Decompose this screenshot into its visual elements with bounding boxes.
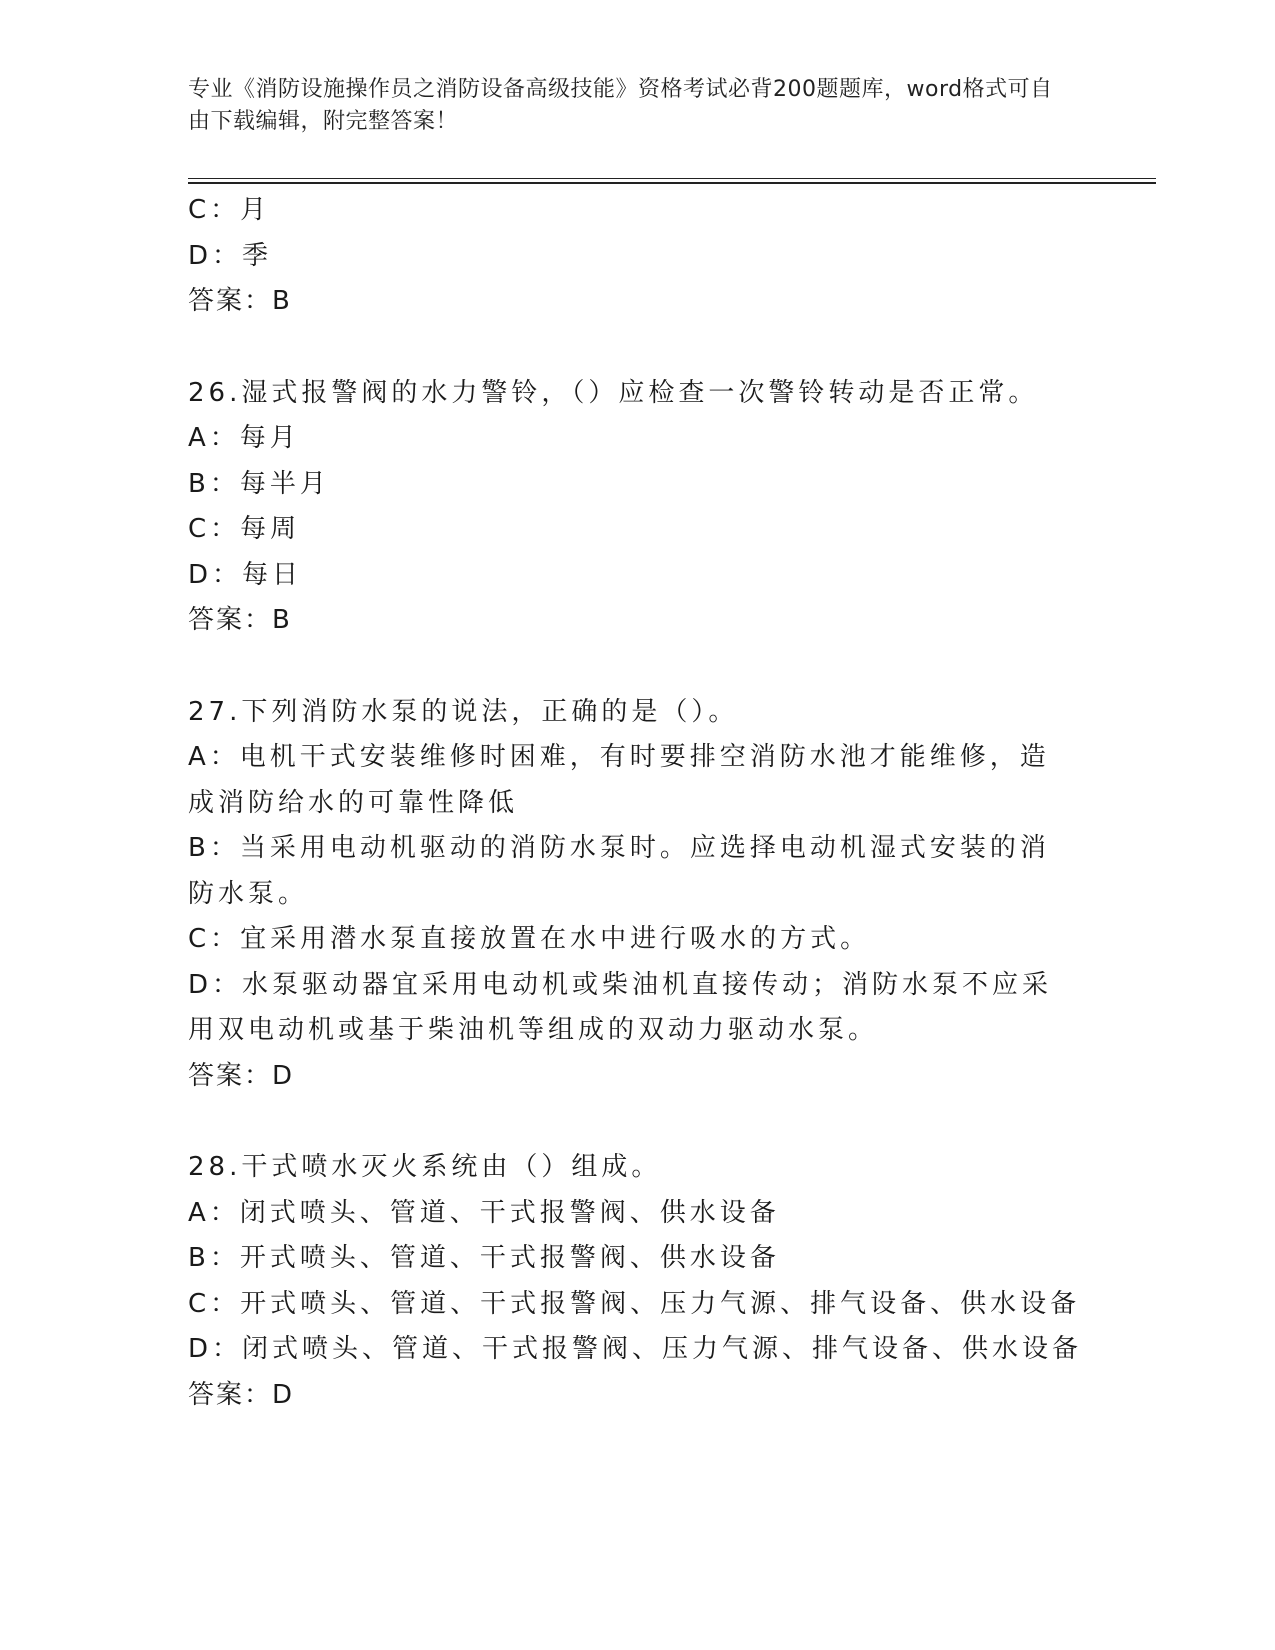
option-a: A：每月	[188, 423, 300, 453]
header-rule-thick	[188, 182, 1156, 184]
option-a: A：闭式喷头、管道、干式报警阀、供水设备	[188, 1197, 780, 1228]
question-stem: 28.干式喷水灭火系统由（）组成。	[188, 1152, 662, 1182]
option-c: C：每周	[188, 514, 301, 544]
page-header: 专业《消防设施操作员之消防设备高级技能》资格考试必背200题题库，word格式可自由下载编辑，附完整答案！	[188, 77, 1053, 134]
header-rule-thin	[188, 178, 1156, 179]
option-d: D：季	[188, 240, 273, 271]
question-content	[188, 188, 1083, 1418]
option-d: D：闭式喷头、管道、干式报警阀、压力气源、排气设备、供水设备	[188, 1334, 1083, 1364]
option-b: B：当采用电动机驱动的消防水泵时。应选择电动机湿式安装的消防水泵。	[188, 833, 1050, 909]
answer-line: 答案：B	[188, 605, 292, 635]
spacer	[188, 1099, 1068, 1145]
question-28	[188, 1145, 1083, 1418]
option-c: C：宜采用潜水泵直接放置在水中进行吸水的方式。	[188, 924, 871, 954]
answer-line: 答案：D	[188, 1379, 295, 1410]
option-c: C：月	[188, 195, 271, 225]
option-b: B：开式喷头、管道、干式报警阀、供水设备	[188, 1243, 780, 1273]
question-stem: 27.下列消防水泵的说法，正确的是（）。	[188, 696, 739, 727]
spacer	[188, 325, 1068, 371]
spacer	[188, 644, 1068, 690]
question-27	[188, 690, 1068, 1100]
option-d: D：水泵驱动器宜采用电动机或柴油机直接传动；消防水泵不应采用双电动机或基于柴油机等组成的双动力驱动水泵。	[188, 969, 1053, 1045]
option-b: B：每半月	[188, 468, 330, 499]
answer-line: 答案：D	[188, 1060, 295, 1091]
previous-question-tail	[188, 188, 1068, 325]
option-d: D：每日	[188, 559, 303, 590]
answer-line: 答案：B	[188, 286, 292, 316]
option-a: A：电机干式安装维修时困难，有时要排空消防水池才能维修，造成消防给水的可靠性降低	[188, 742, 1050, 818]
question-26	[188, 371, 1068, 644]
question-stem: 26.湿式报警阀的水力警铃，（）应检查一次警铃转动是否正常。	[188, 377, 1039, 408]
option-c: C：开式喷头、管道、干式报警阀、压力气源、排气设备、供水设备	[188, 1288, 1081, 1319]
